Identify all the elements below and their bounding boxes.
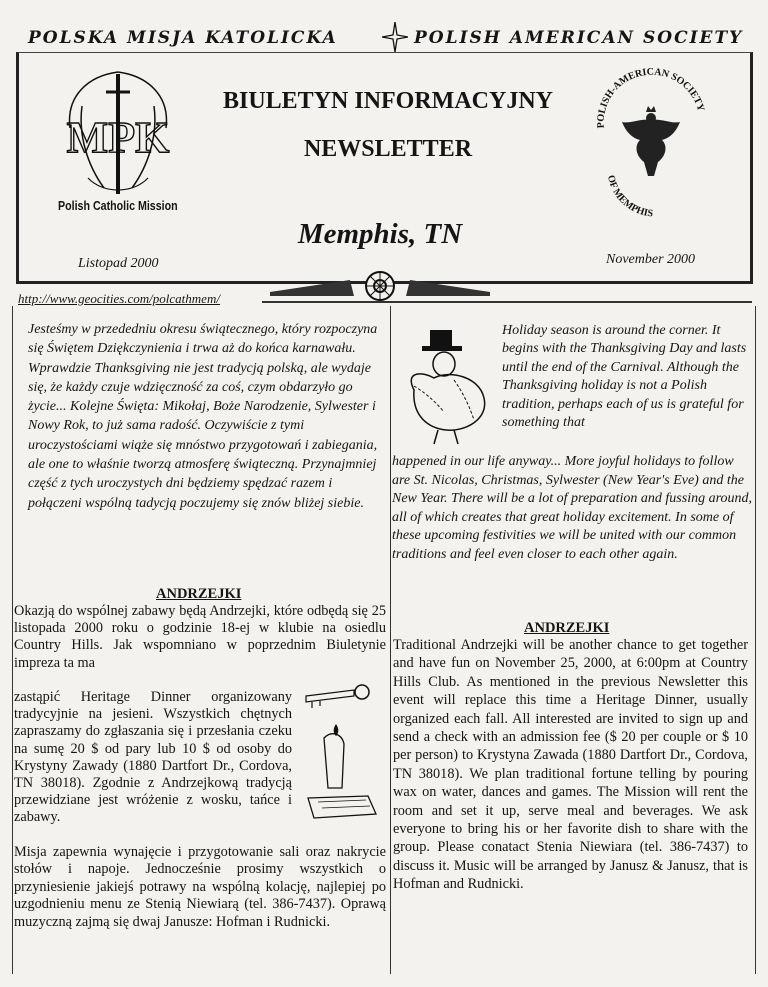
banner-polish-mission: POLSKA MISJA KATOLICKA	[28, 28, 338, 48]
website-link[interactable]: http://www.geocities.com/polcathmem/	[18, 291, 220, 306]
key-and-candle-illustration	[298, 678, 382, 846]
pilgrim-turkey-illustration	[394, 320, 500, 448]
society-banner	[14, 22, 762, 50]
city-title: Memphis, TN	[297, 218, 463, 250]
svg-text:OF MEMPHIS: OF MEMPHIS	[604, 174, 654, 220]
banner-american-society: POLISH AMERICAN SOCIETY	[414, 28, 744, 48]
andrzejki-polish-part2: zastąpić Heritage Dinner organizowany tradycyjnie na jesieni. Wszystkich chętnych zapraszamy do zgłaszania się i przesłania czeku na sumę 20 $ od pary lub 10 $ od osoby do Krystyny Zawady (1880 Dartfort Dr., Cordova, TN 38018). Zgodnie z Andrzejkową tradycją przewidziane jest wróżenie z wosku, tańce i zabawy.	[14, 689, 292, 826]
intro-english-part2: happened in our life anyway... More joyful holidays to follow are St. Nicolas, Christmas, Sylwester (New Year's Eve) and the New Year. There will be a lot of preparation and fussing around, all of which creates that great holiday excitement. In some of these upcoming festivities we will be united with our common traditions and feel even closer to each other again.	[392, 454, 753, 562]
newsletter-title-english: NEWSLETTER	[303, 136, 473, 162]
four-point-star-icon	[382, 22, 408, 52]
ornamental-divider	[270, 270, 490, 304]
andrzejki-heading-english: ANDRZEJKI	[524, 620, 610, 636]
issue-date-english: November 2000	[606, 252, 696, 267]
issue-date-polish: Listopad 2000	[78, 256, 159, 271]
mission-logo-caption: Polish Catholic Mission	[58, 198, 178, 213]
andrzejki-heading-polish: ANDRZEJKI	[156, 586, 242, 602]
andrzejki-polish-part1: Okazją do wspólnej zabawy będą Andrzejki, które odbędą się 25 listopada 2000 roku o godzinie 18-ej w klubie na osiedlu Country Hills. Jak wspomniano w poprzednim Biuletynie impreza ta ma	[14, 603, 386, 671]
andrzejki-polish-part3: Misja zapewnia wynajęcie i przygotowanie sali oraz nakrycie stołów i napoje. Jednocześnie prosimy wszystkich o przyniesienie jakiejś potrawy na wspólną kolację, najlepiej po uzgodnieniu menu ze Stenią Niewiarą (tel. 386-7437). Oprawą muzyczną zajmą się dwaj Janusze: Hofman i Rudnicki.	[14, 844, 386, 930]
intro-polish: Jesteśmy w przededniu okresu świątecznego, który rozpoczyna się Świętem Dziękczynienia i trwa aż do końca karnawału. Wprawdzie Thanksgiving nie jest tradycją polską, ale wydaje się, że każdy czuje wdzięczność za coś, czym obdarzyło go życie... Kolejne Święta: Mikołaj, Boże Narodzenie, Sylwester i Nowy Rok, to już sama radość. Oczywiście z tymi uroczystościami wiąże się mnóstwo przygotowań i zabiegania, ale one to właśnie tworzą atmosferę świąteczną. Przynajmniej część z tych uroczystych dni będziemy spędzać razem i połączeni wspólną tadycją poczujemy się znów bliżej siebie.	[28, 322, 378, 511]
polish-american-society-seal	[586, 58, 716, 223]
andrzejki-english-body: Traditional Andrzejki will be another chance to get together and have fun on November 25, 2000, at 6:00pm at Country Hills Club. As mentioned in the previous Newsletter this event will replace this time a Heritage Dinner, usually organized each fall. All interested are invited to sign up and send a check with an admission fee ($ 20 per couple or $ 10 per person) to Krystyna Zawada (1880 Dartfort Dr., Cordova, TN 38018). We plan traditional fortune telling by pouring wax on water, dances and games. The Mission will rent the room and set it up, serve meal and beverages. We ask everyone to bring his or her favorite dish to share with the group. Please conatact Stenia Niewiara (tel. 386-7437) to discuss it. Music will be arranged by Janusz & Janusz, that is Hofman and Rudnicki.	[393, 637, 748, 893]
svg-text:POLISH-AMERICAN SOCIETY: POLISH-AMERICAN SOCIETY	[595, 66, 707, 129]
eagle-icon	[622, 106, 680, 176]
header-rule	[262, 301, 752, 303]
intro-english-part1: Holiday season is around the corner. It begins with the Thanksgiving Day and lasts until the end of the Carnival. Although the Thanksgiving holiday is not a Polish tradition, perhaps each of us is grateful for something that	[502, 323, 747, 431]
newsletter-title-polish: BIULETYN INFORMACYJNY	[222, 88, 553, 114]
svg-text:MPK: MPK	[66, 113, 170, 162]
